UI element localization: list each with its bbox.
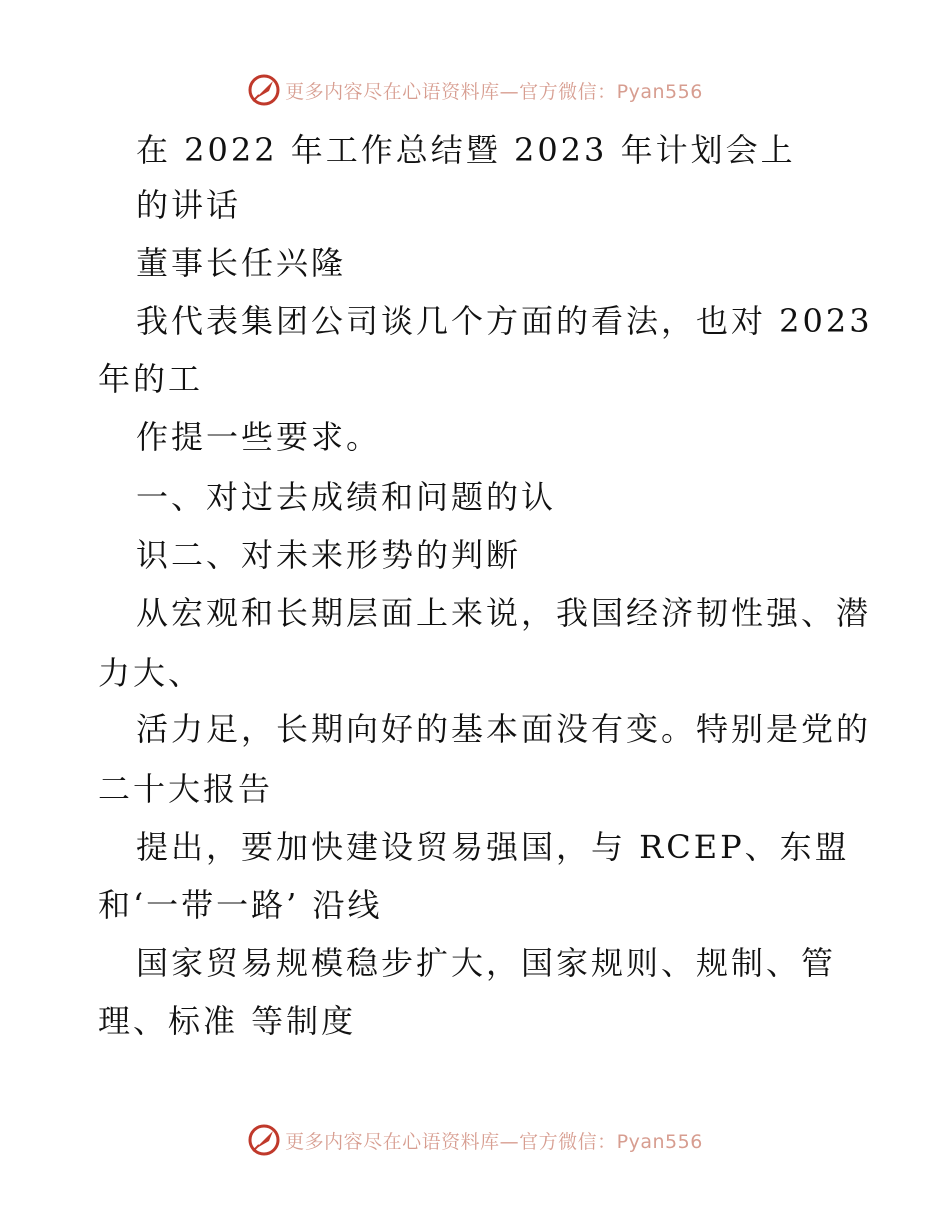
paragraph-line: 年的工	[98, 360, 204, 398]
banner-text: 更多内容尽在心语资料库—官方微信：Pyan556	[285, 80, 703, 103]
title-line-2: 的讲话	[136, 186, 242, 224]
header-banner	[0, 70, 950, 110]
banner-text: 更多内容尽在心语资料库—官方微信：Pyan556	[285, 1130, 703, 1153]
paragraph-line: 作提一些要求。	[136, 418, 382, 456]
paragraph-line: 力大、	[98, 654, 204, 692]
speaker-line: 董事长任兴隆	[136, 244, 347, 282]
paragraph-line: 提出，要加快建设贸易强国，与 RCEP、东盟	[136, 828, 850, 866]
paragraph-line: 和‘一带一路’ 沿线	[98, 886, 383, 924]
paragraph-line: 活力足，长期向好的基本面没有变。特别是党的	[136, 710, 872, 748]
paragraph-line: 国家贸易规模稳步扩大，国家规则、规制、管	[136, 944, 837, 982]
paragraph-line: 我代表集团公司谈几个方面的看法，也对 2023	[136, 302, 873, 340]
title-line-1: 在 2022 年工作总结暨 2023 年计划会上	[136, 131, 796, 169]
section-heading: 一、对过去成绩和问题的认	[136, 478, 557, 516]
quill-logo-icon	[247, 73, 281, 107]
section-heading: 识二、对未来形势的判断	[136, 536, 522, 574]
paragraph-line: 理、标准 等制度	[98, 1002, 357, 1040]
paragraph-line: 从宏观和长期层面上来说，我国经济韧性强、潜	[136, 594, 872, 632]
footer-banner	[0, 1120, 950, 1160]
quill-logo-icon	[247, 1123, 281, 1157]
paragraph-line: 二十大报告	[98, 770, 274, 808]
